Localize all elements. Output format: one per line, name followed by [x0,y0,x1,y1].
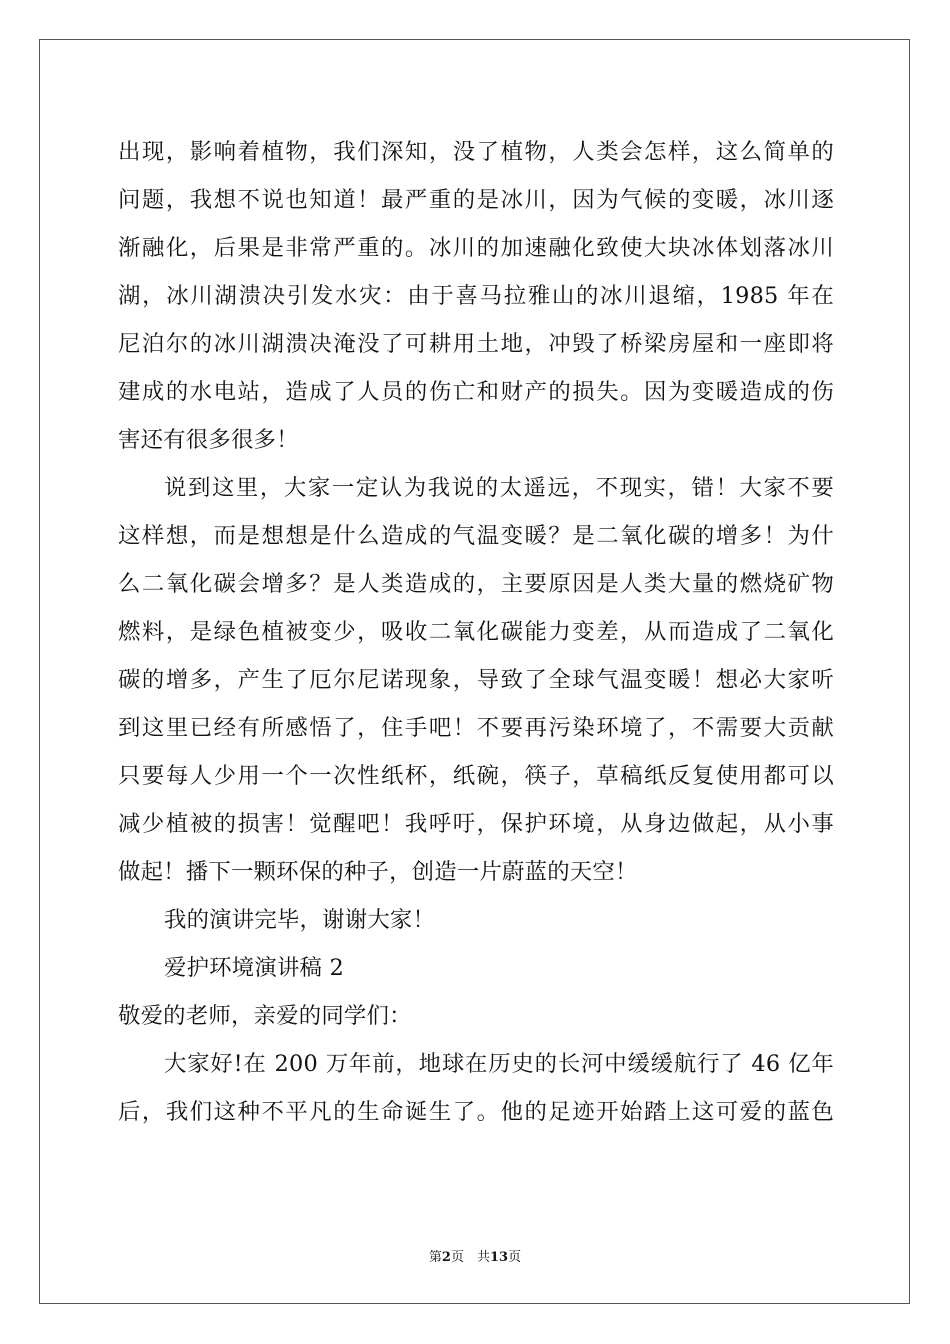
footer-prefix: 第 [428,1250,442,1265]
paragraph-start-line: 说到这里，大家一定认为我说的太遥远，不现实，错！大家不要 [164,475,834,501]
text-line: 尼泊尔的冰川湖溃决淹没了可耕用土地，冲毁了桥梁房屋和一座即将 [118,331,834,357]
text-line: 碳的增多，产生了厄尔尼诺现象，导致了全球气温变暖！想必大家听 [118,667,834,693]
footer-suffix: 页 [508,1250,522,1265]
closing-line: 我的演讲完毕，谢谢大家！ [164,907,436,933]
text-line: 渐融化，后果是非常严重的。冰川的加速融化致使大块冰体划落冰川 [118,235,834,261]
text-line: 么二氧化碳会增多？是人类造成的，主要原因是人类大量的燃烧矿物 [118,571,834,597]
text-line: 后，我们这种不平凡的生命诞生了。他的足迹开始踏上这可爱的蓝色 [118,1099,834,1125]
text-line: 出现，影响着植物，我们深知，没了植物，人类会怎样，这么简单的 [118,139,834,165]
footer-mid: 页 共 [450,1250,490,1265]
text-line: 到这里已经有所感悟了，住手吧！不要再污染环境了，不需要大贡献 [118,715,834,741]
text-line: 减少植被的损害！觉醒吧！我呼吁，保护环境，从身边做起，从小事 [118,811,834,837]
text-line: 只要每人少用一个一次性纸杯，纸碗，筷子，草稿纸反复使用都可以 [118,763,834,789]
page-footer [0,1246,950,1265]
text-line: 做起！播下一颗环保的种子，创造一片蔚蓝的天空！ [118,859,638,885]
salutation: 敬爱的老师，亲爱的同学们： [118,1003,412,1029]
text-line: 害还有很多很多！ [118,427,299,453]
text-line: 问题，我想不说也知道！最严重的是冰川，因为气候的变暖，冰川逐 [118,187,834,213]
text-line: 湖，冰川湖溃决引发水灾：由于喜马拉雅山的冰川退缩，1985 年在 [118,283,834,309]
total-pages: 13 [489,1250,509,1265]
text-line: 燃料，是绿色植被变少，吸收二氧化碳能力变差，从而造成了二氧化 [118,619,834,645]
paragraph-start-line: 大家好!在 200 万年前，地球在历史的长河中缓缓航行了 46 亿年 [164,1051,834,1077]
document-body [118,128,834,1136]
text-line: 建成的水电站，造成了人员的伤亡和财产的损失。因为变暖造成的伤 [118,379,834,405]
text-line: 这样想，而是想想是什么造成的气温变暖？是二氧化碳的增多！为什 [118,523,834,549]
current-page-number: 2 [441,1250,451,1265]
section-heading: 爱护环境演讲稿 2 [164,955,344,981]
